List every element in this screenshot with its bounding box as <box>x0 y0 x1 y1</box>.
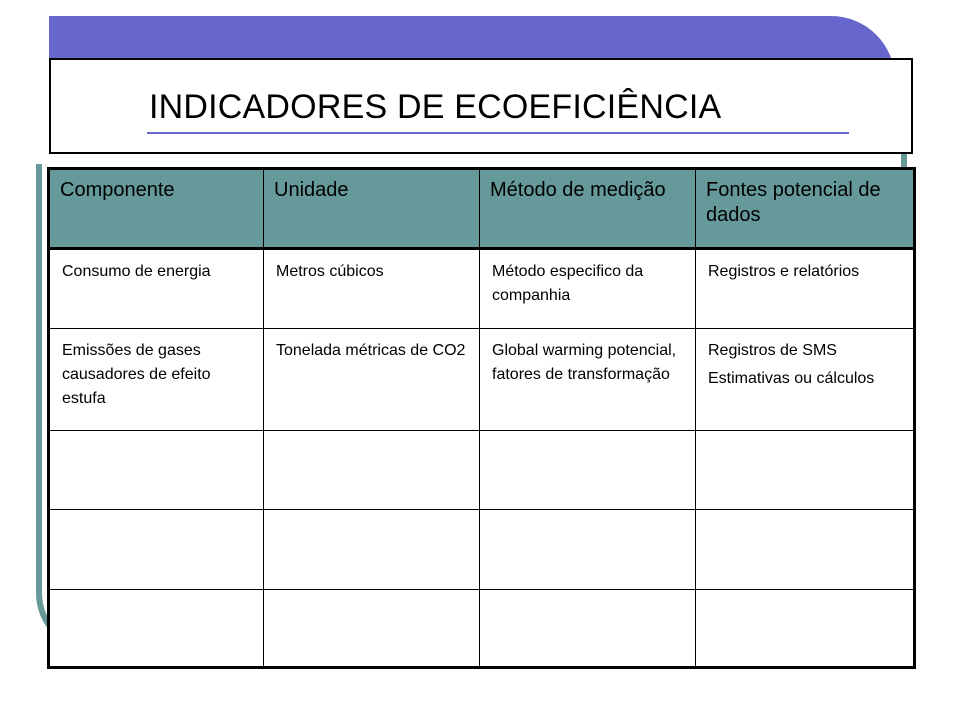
table-cell <box>264 510 480 590</box>
banner-left-cover <box>0 16 49 164</box>
table-cell <box>49 590 264 668</box>
page-title: INDICADORES DE ECOEFICIÊNCIA <box>149 88 722 126</box>
table-cell <box>49 431 264 510</box>
table-cell <box>264 590 480 668</box>
table-cell <box>696 329 915 431</box>
cell-line: Estimativas ou cálculos <box>708 370 875 387</box>
table-cell <box>696 590 915 668</box>
table-cell: Global warming potencial, fatores de transformação <box>480 329 696 431</box>
table-cell: Emissões de gases causadores de efeito estufa <box>49 329 264 431</box>
table-cell <box>480 431 696 510</box>
table-row <box>49 510 915 590</box>
table-cell <box>696 510 915 590</box>
header-metodo-medicao: Método de medição <box>480 169 696 249</box>
table-cell: Metros cúbicos <box>264 249 480 329</box>
table-cell <box>264 431 480 510</box>
table-row <box>49 590 915 668</box>
table-row <box>49 431 915 510</box>
indicators-table <box>47 167 916 669</box>
cell-line: Registros de SMS <box>708 342 837 359</box>
table-cell <box>49 510 264 590</box>
table-cell <box>480 590 696 668</box>
table-cell <box>480 510 696 590</box>
header-componente: Componente <box>49 169 264 249</box>
header-fontes-dados: Fontes potencial de dados <box>696 169 915 249</box>
table-cell: Tonelada métricas de CO2 <box>264 329 480 431</box>
title-underline <box>147 132 849 134</box>
table-header-row <box>49 169 915 249</box>
table-row <box>49 329 915 431</box>
table-cell: Consumo de energia <box>49 249 264 329</box>
table-cell: Método especifico da companhia <box>480 249 696 329</box>
table-cell: Registros e relatórios <box>696 249 915 329</box>
header-unidade: Unidade <box>264 169 480 249</box>
title-box <box>49 58 913 154</box>
table-row <box>49 249 915 329</box>
table-cell <box>696 431 915 510</box>
